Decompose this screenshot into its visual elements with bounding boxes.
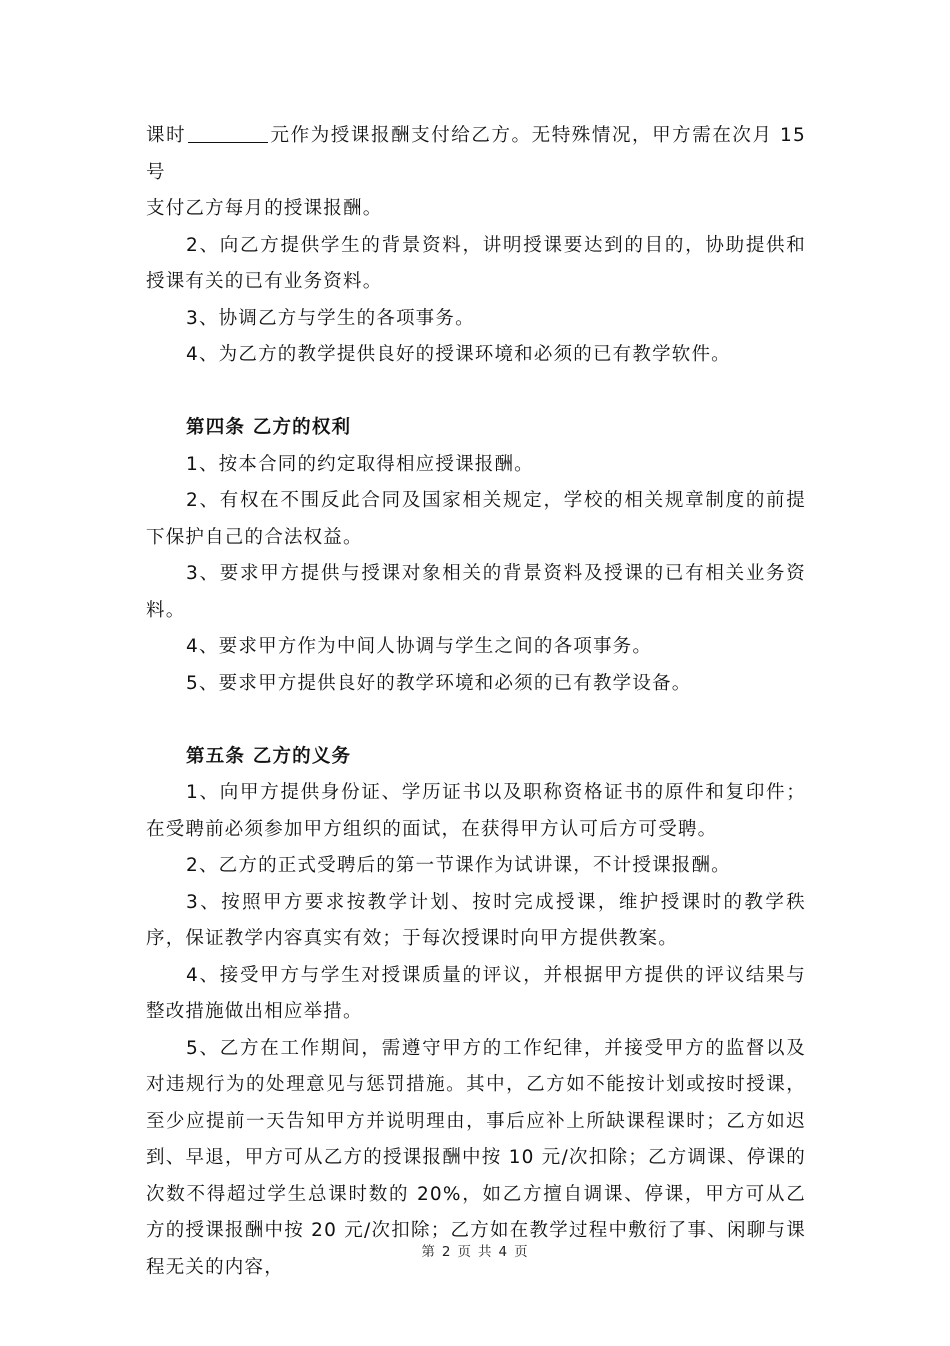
paragraph-payment-cont: 支付乙方每月的授课报酬。: [146, 198, 383, 219]
footer-ye2: 页: [514, 1244, 529, 1260]
article3-item-4: 4、为乙方的教学提供良好的授课环境和必须的已有教学软件。: [186, 344, 731, 365]
article4-heading: 第四条 乙方的权利: [186, 417, 352, 438]
text-keshi: 课时: [146, 125, 187, 146]
footer-page-number: 2: [441, 1244, 452, 1260]
footer-total-pages: 4: [498, 1244, 509, 1260]
footer-di: 第: [421, 1244, 436, 1260]
article5-item-1: 1、向甲方提供身份证、学历证书以及职称资格证书的原件和复印件；在受聘前必须参加甲方组织的面试，在获得甲方认可后方可受聘。: [146, 782, 806, 840]
article4-item-4: 4、要求甲方作为中间人协调与学生之间的各项事务。: [186, 636, 653, 657]
blank-fill-line: [188, 122, 268, 143]
article3-item-2: 2、向乙方提供学生的背景资料，讲明授课要达到的目的，协助提供和授课有关的已有业务资料。: [146, 234, 806, 292]
text-payment-terms: 元作为授课报酬支付给乙方。无特殊情况，甲方需在次月 15 号: [146, 125, 806, 183]
article5-item-4: 4、接受甲方与学生对授课质量的评议，并根据甲方提供的评议结果与整改措施做出相应举措。: [146, 964, 806, 1022]
article5-heading: 第五条 乙方的义务: [186, 745, 352, 767]
paragraph-payment: [146, 118, 806, 191]
article4-item-1: 1、按本合同的约定取得相应授课报酬。: [186, 453, 534, 475]
page-footer: [0, 1240, 950, 1260]
article4-item-5: 5、要求甲方提供良好的教学环境和必须的已有教学设备。: [186, 672, 692, 694]
article4-item-3: 3、要求甲方提供与授课对象相关的背景资料及授课的已有相关业务资料。: [146, 563, 806, 621]
article5-item-2: 2、乙方的正式受聘后的第一节课作为试讲课，不计授课报酬。: [186, 855, 731, 876]
footer-ye: 页: [457, 1244, 472, 1260]
section-gap: [146, 702, 806, 739]
article5-item-5: 5、乙方在工作期间，需遵守甲方的工作纪律，并接受甲方的监督以及对违规行为的处理意见与惩罚措施。其中，乙方如不能按计划或按时授课，至少应提前一天告知甲方并说明理由，事后应补上所缺课程课时；乙方如迟到、早退，甲方可从乙方的授课报酬中按 10 元/次扣除；乙方调课、停课的次数不得超过学生总课时数的 20%，如乙方擅自调课、停课，甲方可从乙方的授课报酬中按 20 元/次扣除；乙方如在教学过程中敷衍了事、闲聊与课程无关的内容，: [146, 1037, 806, 1278]
article4-item-2: 2、有权在不围反此合同及国家相关规定，学校的相关规章制度的前提下保护自己的合法权益。: [146, 490, 806, 548]
article3-item-3: 3、协调乙方与学生的各项事务。: [186, 307, 475, 329]
article5-item-3: 3、按照甲方要求按教学计划、按时完成授课，维护授课时的教学秩序，保证教学内容真实有效；于每次授课时向甲方提供教案。: [146, 891, 806, 949]
section-gap: [146, 374, 806, 411]
footer-gong: 共: [478, 1244, 493, 1260]
document-body: [146, 118, 806, 1286]
